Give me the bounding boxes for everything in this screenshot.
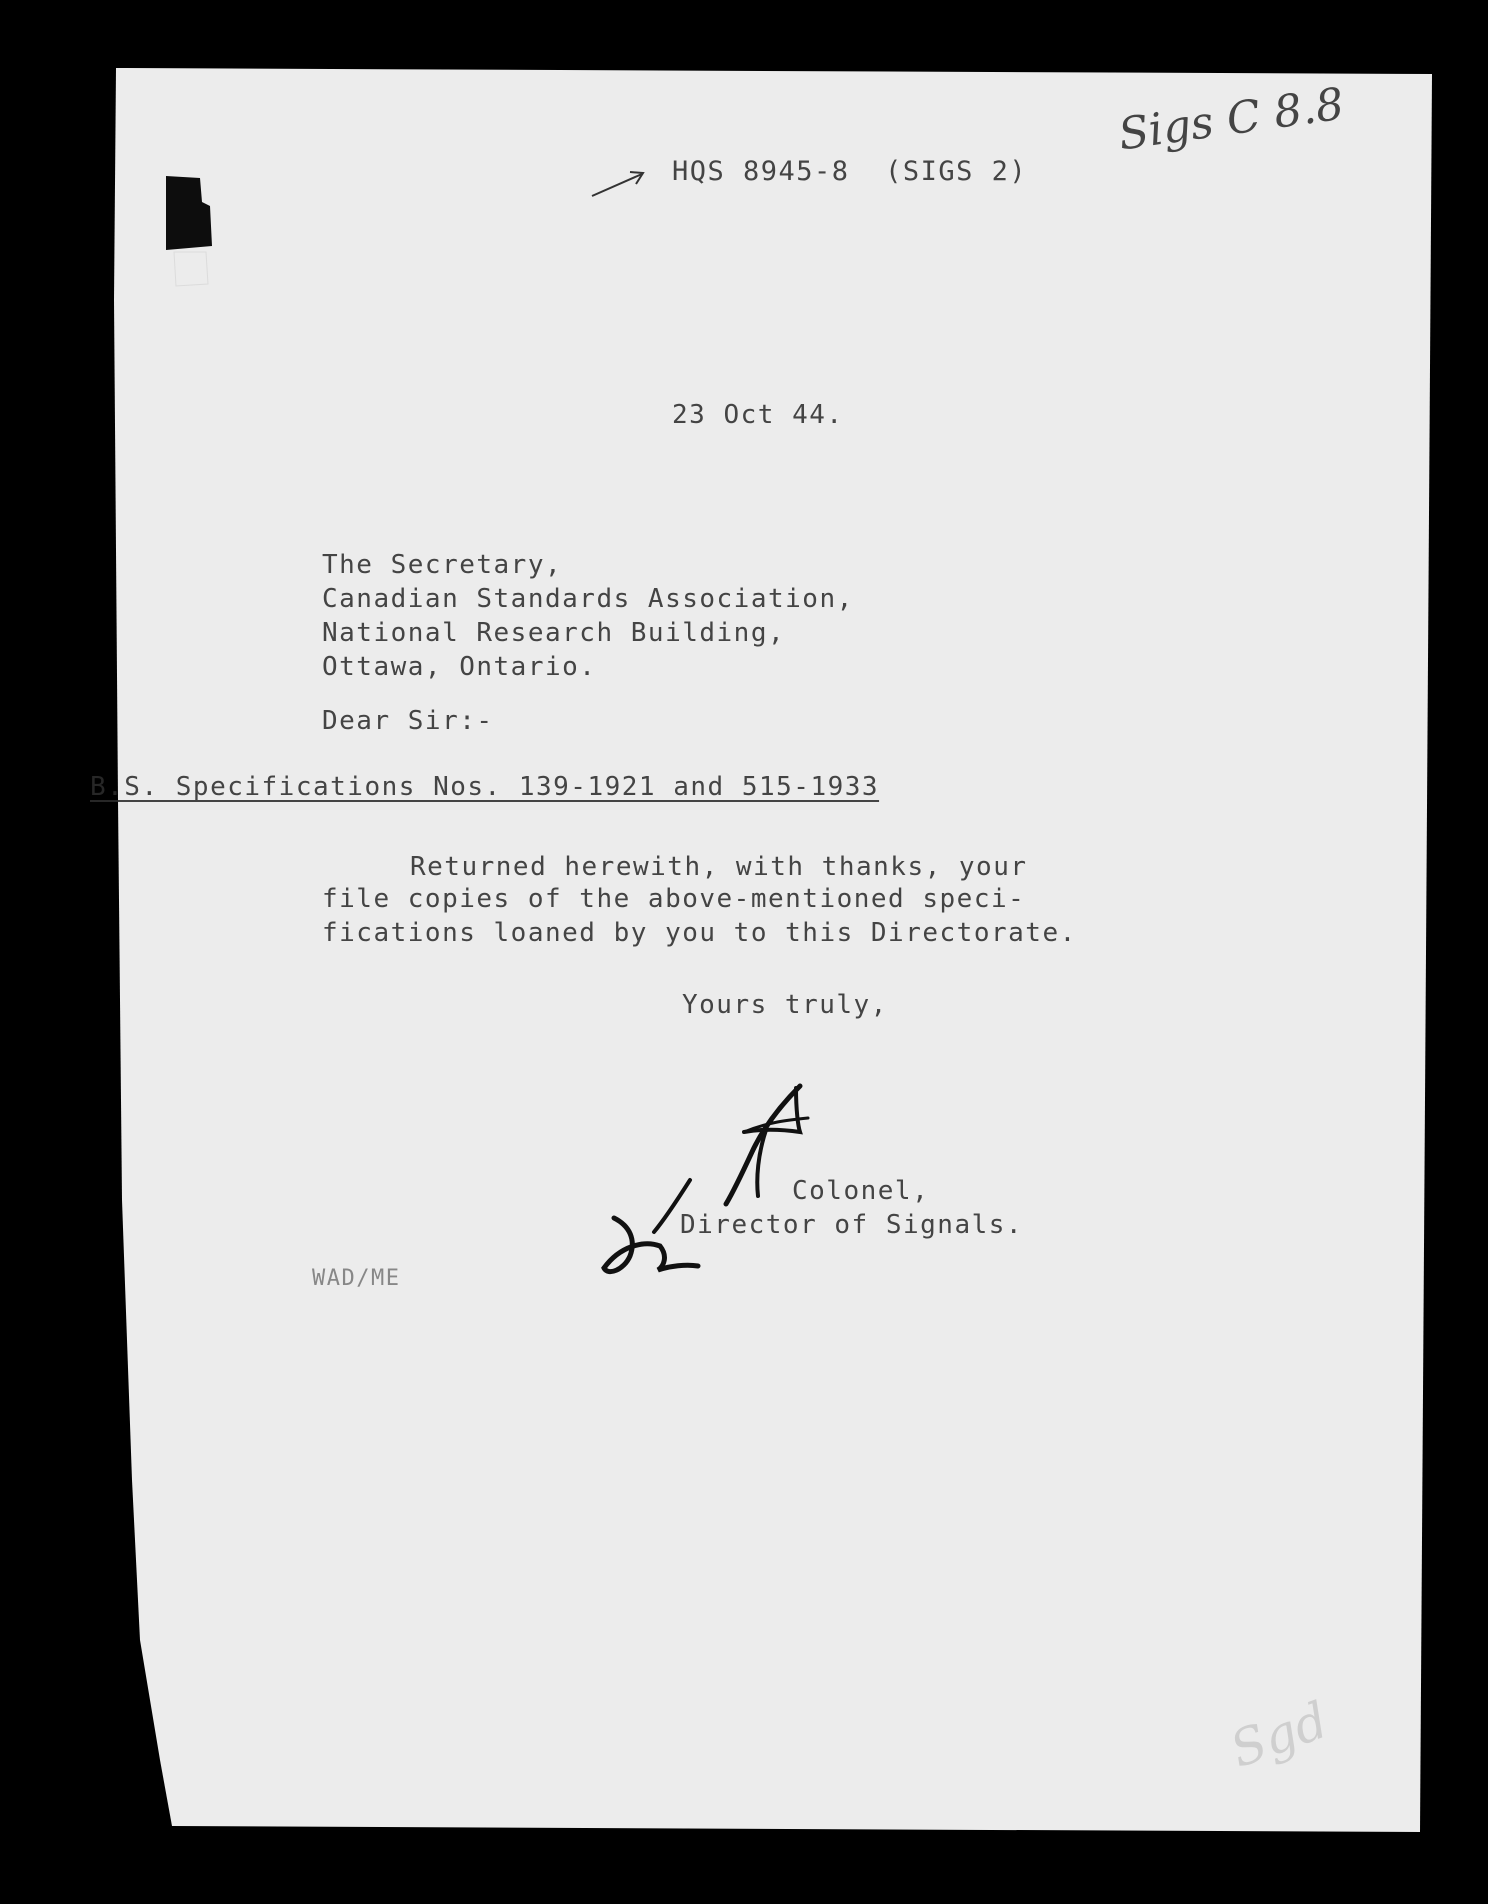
letter-date: 23 Oct 44. xyxy=(672,400,844,430)
salutation: Dear Sir:- xyxy=(322,706,494,736)
body-line: Returned herewith, with thanks, your xyxy=(410,852,1028,882)
recipient-line: National Research Building, xyxy=(322,618,786,648)
subject-line: B.S. Specifications Nos. 139-1921 and 515-1933 xyxy=(90,772,880,802)
reference-initials: WAD/ME xyxy=(312,1266,401,1291)
tape-mark xyxy=(160,172,240,292)
arrow-icon xyxy=(588,166,648,202)
body-line: fications loaned by you to this Directorate. xyxy=(322,918,1077,948)
file-reference: HQS 8945-8 (SIGS 2) xyxy=(672,156,1028,187)
faint-corner-note: Sgd xyxy=(1223,1690,1336,1780)
recipient-line: Ottawa, Ontario. xyxy=(322,652,597,682)
recipient-line: Canadian Standards Association, xyxy=(322,584,854,614)
handwritten-file-note: Sigs C 8.8 xyxy=(1115,78,1347,161)
signatory-position: Director of Signals. xyxy=(680,1210,1024,1240)
signatory-rank: Colonel, xyxy=(792,1176,930,1206)
body-line: file copies of the above-mentioned speci- xyxy=(322,884,1026,914)
recipient-line: The Secretary, xyxy=(322,550,563,580)
closing: Yours truly, xyxy=(682,990,888,1020)
